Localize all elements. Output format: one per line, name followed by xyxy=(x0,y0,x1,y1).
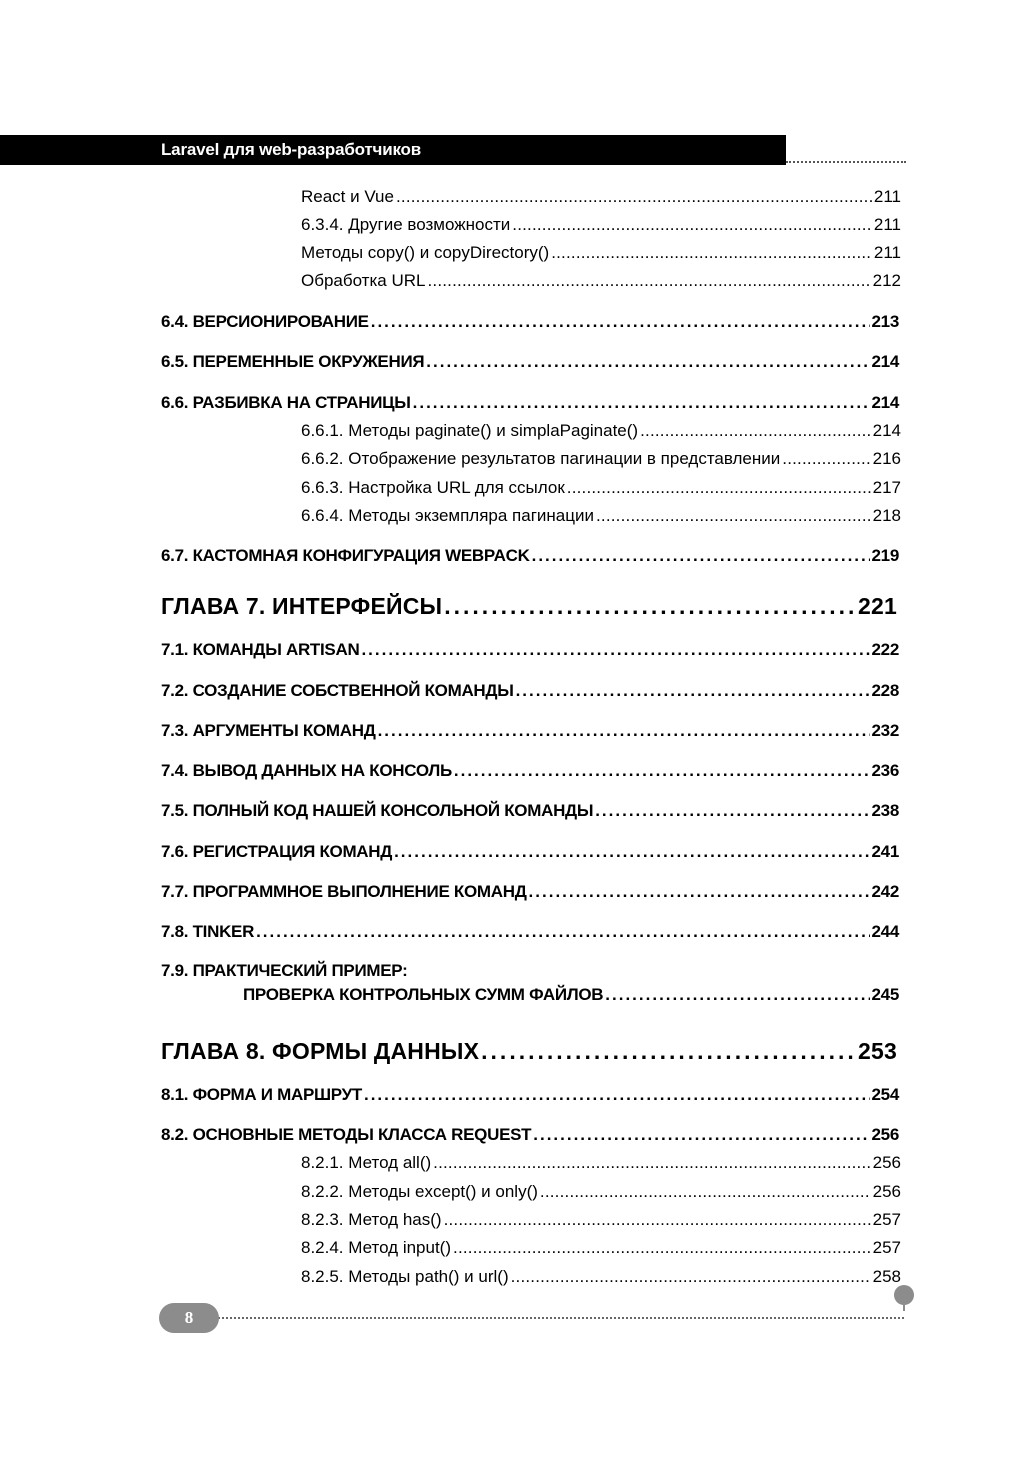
toc-entry-title: 7.2. СОЗДАНИЕ СОБСТВЕННОЙ КОМАНДЫ xyxy=(161,681,514,700)
toc-entry-title: 8.2.3. Метод has() xyxy=(301,1210,442,1229)
dot-leader xyxy=(444,1210,871,1230)
toc-entry-page: 218 xyxy=(872,506,901,525)
toc-entry-page: 222 xyxy=(871,640,899,659)
dot-leader xyxy=(532,546,870,566)
toc-entry-title: 6.6. РАЗБИВКА НА СТРАНИЦЫ xyxy=(161,393,411,412)
dot-leader xyxy=(453,1238,871,1258)
dot-leader xyxy=(512,215,872,235)
toc-entry-title: 7.4. ВЫВОД ДАННЫХ НА КОНСОЛЬ xyxy=(161,761,452,780)
dot-leader xyxy=(444,593,856,620)
toc-entry-title: 7.3. АРГУМЕНТЫ КОМАНД xyxy=(161,721,376,740)
toc-entry-page: 216 xyxy=(872,449,901,468)
toc-entry xyxy=(161,882,899,902)
dot-leader xyxy=(426,352,869,372)
toc-entry xyxy=(301,421,901,441)
toc-entry xyxy=(301,1182,901,1202)
dot-leader xyxy=(396,187,872,207)
dot-leader xyxy=(413,393,870,413)
toc-entry xyxy=(161,352,899,372)
toc-entry-title: 7.8. TINKER xyxy=(161,922,255,941)
header-dotted-rule xyxy=(786,161,906,163)
toc-entry-title: 7.6. РЕГИСТРАЦИЯ КОМАНД xyxy=(161,842,393,861)
toc-entry-page: 211 xyxy=(873,187,901,206)
toc-entry xyxy=(243,985,899,1005)
toc-entry xyxy=(161,842,899,862)
dot-leader xyxy=(567,478,871,498)
toc-entry-page: 253 xyxy=(858,1038,897,1064)
toc-entry xyxy=(161,640,899,660)
toc-entry-title: 8.2.4. Метод input() xyxy=(301,1238,452,1257)
dot-leader xyxy=(454,761,870,781)
dot-leader xyxy=(605,985,869,1005)
toc-entry-page: 258 xyxy=(872,1267,901,1286)
toc-entry-title: 8.1. ФОРМА И МАРШРУТ xyxy=(161,1085,362,1104)
toc-entry-page: 256 xyxy=(871,1125,899,1144)
toc-entry xyxy=(161,1125,899,1145)
toc-entry-title: Методы copy() и copyDirectory() xyxy=(301,243,550,262)
dot-leader xyxy=(427,271,870,291)
toc-entry xyxy=(301,1210,901,1230)
toc-entry-page: 241 xyxy=(871,842,899,861)
toc-entry-title: Обработка URL xyxy=(301,271,426,290)
toc-entry xyxy=(161,681,899,701)
toc-entry-page: 257 xyxy=(872,1238,901,1257)
toc-entry-title: 6.3.4. Другие возможности xyxy=(301,215,511,234)
toc-entry-title: 6.6.4. Методы экземпляра пагинации xyxy=(301,506,594,525)
toc-entry-title: 7.5. ПОЛНЫЙ КОД НАШЕЙ КОНСОЛЬНОЙ КОМАНДЫ xyxy=(161,801,594,820)
dot-leader xyxy=(378,721,870,741)
toc-entry-page: 217 xyxy=(872,478,901,497)
toc-entry xyxy=(161,801,899,821)
dot-leader xyxy=(394,842,869,862)
toc-entry xyxy=(161,761,899,781)
toc-entry-title: 8.2.5. Методы path() и url() xyxy=(301,1267,509,1286)
toc-entry xyxy=(161,546,899,566)
dot-leader xyxy=(516,681,870,701)
dot-leader xyxy=(481,1038,856,1065)
toc-entry xyxy=(161,1085,899,1105)
toc-entry-title: 6.5. ПЕРЕМЕННЫЕ ОКРУЖЕНИЯ xyxy=(161,352,425,371)
toc-entry xyxy=(301,1238,901,1258)
toc-entry xyxy=(301,478,901,498)
toc-entry-title: 6.6.1. Методы paginate() и simplaPaginate() xyxy=(301,421,639,440)
dot-leader xyxy=(256,922,869,942)
toc-entry-page: 236 xyxy=(871,761,899,780)
toc-entry xyxy=(301,271,901,291)
toc-entry-title: React и Vue xyxy=(301,187,394,206)
dot-leader xyxy=(371,312,870,332)
toc-entry-page: 228 xyxy=(871,681,899,700)
dot-leader xyxy=(782,449,870,469)
dot-leader xyxy=(361,640,869,660)
toc-entry-title: 6.7. КАСТОМНАЯ КОНФИГУРАЦИЯ WEBPACK xyxy=(161,546,530,565)
toc-entry-page: 213 xyxy=(871,312,899,331)
dot-leader xyxy=(433,1153,870,1173)
dot-leader xyxy=(640,421,871,441)
toc-entry-page: 256 xyxy=(872,1153,901,1172)
footer-dotted-rule xyxy=(218,1317,904,1319)
toc-entry-page: 214 xyxy=(871,393,899,412)
running-header: Laravel для web-разработчиков xyxy=(0,135,786,165)
toc-entry-page: 214 xyxy=(872,421,901,440)
toc-entry-title: ГЛАВА 7. ИНТЕРФЕЙСЫ xyxy=(161,593,443,619)
toc-entry-page: 245 xyxy=(871,985,899,1004)
toc-entry xyxy=(161,393,899,413)
toc-entry-title-line2: ПРОВЕРКА КОНТРОЛЬНЫХ СУММ ФАЙЛОВ xyxy=(243,985,604,1004)
toc-chapter-entry xyxy=(161,1038,897,1065)
dot-leader xyxy=(540,1182,871,1202)
toc-entry xyxy=(161,922,899,942)
toc-entry xyxy=(301,215,901,235)
dot-leader xyxy=(364,1085,870,1105)
toc-entry-page: 254 xyxy=(871,1085,899,1104)
toc-entry-page: 219 xyxy=(871,546,899,565)
toc-entry-title: ГЛАВА 8. ФОРМЫ ДАННЫХ xyxy=(161,1038,480,1064)
toc-entry-title: 6.4. ВЕРСИОНИРОВАНИЕ xyxy=(161,312,369,331)
corner-circle-ornament xyxy=(894,1285,914,1305)
toc-entry-page: 257 xyxy=(872,1210,901,1229)
toc-entry-page: 214 xyxy=(871,352,899,371)
toc-entry-title: 8.2.2. Методы except() и only() xyxy=(301,1182,538,1201)
toc-entry-title: 6.6.2. Отображение результатов пагинации в представлении xyxy=(301,449,781,468)
dot-leader xyxy=(596,506,871,526)
toc-entry-title: 7.1. КОМАНДЫ ARTISAN xyxy=(161,640,360,659)
toc-entry xyxy=(301,187,901,207)
toc-entry-title: 8.2. ОСНОВНЫЕ МЕТОДЫ КЛАССА REQUEST xyxy=(161,1125,532,1144)
corner-tick-ornament xyxy=(903,1305,905,1311)
page-number-badge: 8 xyxy=(159,1303,219,1333)
dot-leader xyxy=(551,243,872,263)
toc-entry-page: 212 xyxy=(872,271,901,290)
toc-entry-page: 211 xyxy=(873,243,901,262)
toc-entry xyxy=(161,312,899,332)
toc-entry-page: 242 xyxy=(871,882,899,901)
toc-entry-page: 221 xyxy=(858,593,897,619)
dot-leader xyxy=(595,801,869,821)
toc-entry-title: 8.2.1. Метод all() xyxy=(301,1153,432,1172)
toc-entry-title: 7.7. ПРОГРАММНОЕ ВЫПОЛНЕНИЕ КОМАНД xyxy=(161,882,527,901)
toc-entry xyxy=(301,1267,901,1287)
toc-entry xyxy=(301,449,901,469)
toc-entry-title: 6.6.3. Настройка URL для ссылок xyxy=(301,478,565,497)
toc-entry-title-line1: 7.9. ПРАКТИЧЕСКИЙ ПРИМЕР: xyxy=(161,961,408,980)
dot-leader xyxy=(529,882,870,902)
toc-entry xyxy=(301,1153,901,1173)
toc-entry xyxy=(301,506,901,526)
dot-leader xyxy=(511,1267,871,1287)
toc-entry-page: 211 xyxy=(873,215,901,234)
toc-entry-page: 256 xyxy=(872,1182,901,1201)
dot-leader xyxy=(533,1125,869,1145)
toc-entry-page: 244 xyxy=(871,922,899,941)
toc-chapter-entry xyxy=(161,593,897,620)
toc-entry xyxy=(301,243,901,263)
toc-entry xyxy=(161,721,899,741)
toc-entry-page: 232 xyxy=(871,721,899,740)
toc-entry-page: 238 xyxy=(871,801,899,820)
